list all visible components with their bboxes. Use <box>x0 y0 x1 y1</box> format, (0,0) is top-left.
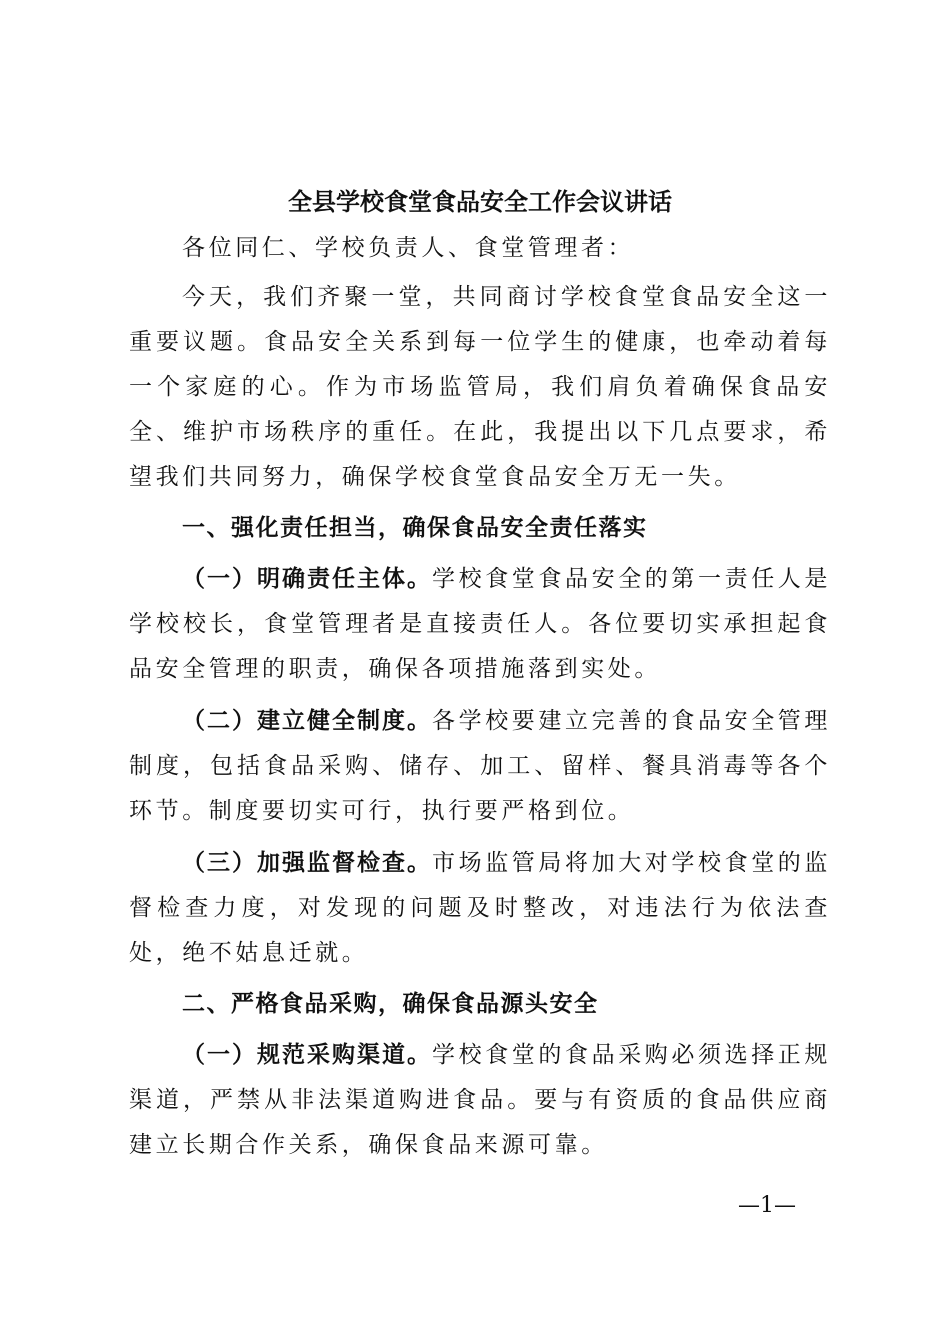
document-body <box>129 226 831 1168</box>
item-text: 各学校要建立完善的食品安全管理制度，包括食品采购、储存、加工、留样、餐具消毒等各个环节。制度要切实可行，执行要严格到位。 <box>129 708 831 824</box>
section-1-item-1 <box>129 557 831 692</box>
section-2-item-1 <box>129 1033 831 1168</box>
item-text: 学校食堂食品安全的第一责任人是学校校长，食堂管理者是直接责任人。各位要切实承担起食品安全管理的职责，确保各项措施落到实处。 <box>129 566 831 682</box>
item-label: （三）加强监督检查。 <box>182 850 432 876</box>
item-text: 市场监管局将加大对学校食堂的监督检查力度，对发现的问题及时整改，对违法行为依法查处，绝不姑息迁就。 <box>129 850 831 966</box>
section-heading-1: 一、强化责任担当，确保食品安全责任落实 <box>182 515 648 541</box>
section-heading-2: 二、严格食品采购，确保食品源头安全 <box>182 991 599 1017</box>
document-title: 全县学校食堂食品安全工作会议讲话 <box>288 187 672 216</box>
item-label: （二）建立健全制度。 <box>182 708 432 734</box>
section-1-item-3 <box>129 841 831 976</box>
intro-paragraph: 今天，我们齐聚一堂，共同商讨学校食堂食品安全这一重要议题。食品安全关系到每一位学生的健康，也牵动着每一个家庭的心。作为市场监管局，我们肩负着确保食品安全、维护市场秩序的重任。在此，我提出以下几点要求，希望我们共同努力，确保学校食堂食品安全万无一失。 <box>129 284 831 490</box>
item-label: （一）规范采购渠道。 <box>182 1042 432 1068</box>
page-number: —1— <box>738 1193 796 1218</box>
item-label: （一）明确责任主体。 <box>182 566 432 592</box>
section-1-item-2 <box>129 699 831 834</box>
salutation: 各位同仁、学校负责人、食堂管理者： <box>182 235 635 261</box>
item-text: 学校食堂的食品采购必须选择正规渠道，严禁从非法渠道购进食品。要与有资质的食品供应商建立长期合作关系，确保食品来源可靠。 <box>129 1042 831 1158</box>
